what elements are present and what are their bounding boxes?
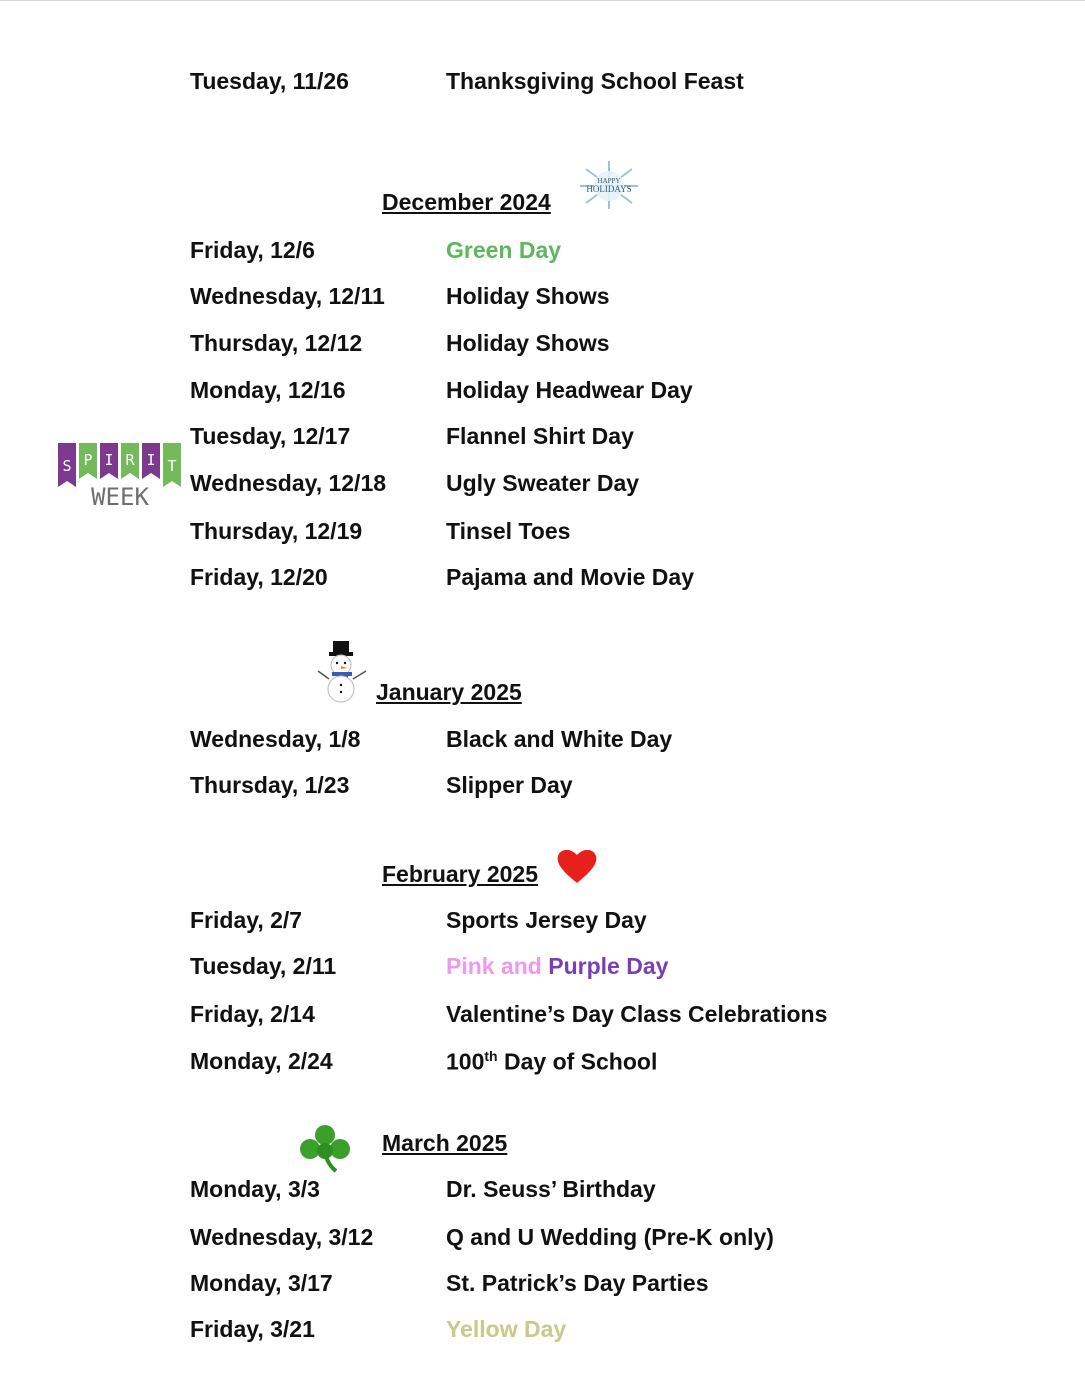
event-date: Wednesday, 1/8: [190, 726, 361, 752]
month-heading-march: March 2025: [382, 1130, 508, 1156]
spirit-letter: S: [62, 457, 72, 475]
event-name: Tinsel Toes: [446, 518, 571, 544]
event-name: Thanksgiving School Feast: [446, 68, 744, 94]
event-name: Q and U Wedding (Pre-K only): [446, 1224, 774, 1250]
event-name: Holiday Shows: [446, 330, 610, 356]
spirit-letter: T: [167, 457, 177, 475]
spirit-letter: I: [104, 451, 114, 469]
event-date: Friday, 2/7: [190, 907, 303, 933]
event-name: Black and White Day: [446, 726, 673, 752]
event-date: Friday, 12/6: [190, 237, 315, 263]
spirit-week-banner-icon: [56, 441, 184, 513]
snowman-icon: [316, 639, 368, 703]
event-date: Thursday, 1/23: [190, 772, 350, 798]
svg-text:HAPPY: HAPPY: [597, 177, 621, 185]
event-date: Monday, 3/3: [190, 1176, 320, 1202]
spirit-week-word: WEEK: [91, 483, 149, 511]
heart-icon: [556, 847, 598, 885]
event-date: Monday, 2/24: [190, 1048, 333, 1074]
happy-holidays-icon: [576, 159, 642, 211]
event-name: Yellow Day: [446, 1316, 567, 1342]
event-date: Friday, 3/21: [190, 1316, 315, 1342]
event-name: Flannel Shirt Day: [446, 423, 634, 449]
event-name: Green Day: [446, 237, 562, 263]
event-name-rest: Day of School: [503, 1048, 658, 1075]
event-date: Wednesday, 12/18: [190, 470, 387, 496]
event-date: Thursday, 12/19: [190, 518, 363, 544]
month-heading-january: January 2025: [376, 679, 522, 705]
spirit-letter: I: [146, 451, 156, 469]
event-name: Slipper Day: [446, 772, 573, 798]
event-name: [446, 953, 668, 980]
event-date: Monday, 12/16: [190, 377, 346, 403]
event-date: Monday, 3/17: [190, 1270, 333, 1296]
event-name: Valentine’s Day Class Celebrations: [446, 1001, 828, 1027]
spirit-letter: P: [83, 451, 93, 469]
event-name: Dr. Seuss’ Birthday: [446, 1176, 656, 1202]
event-ordinal: 100: [446, 1048, 485, 1075]
event-name: Holiday Headwear Day: [446, 377, 693, 403]
event-name-part-pink: Pink and: [446, 953, 542, 979]
event-date: Wednesday, 3/12: [190, 1224, 374, 1250]
event-date: Tuesday, 11/26: [190, 68, 349, 94]
event-name: Pajama and Movie Day: [446, 564, 694, 590]
spirit-letter: R: [125, 451, 135, 469]
event-name: Holiday Shows: [446, 283, 610, 309]
event-ordinal-suffix: th: [484, 1048, 498, 1064]
event-date: Thursday, 12/12: [190, 330, 363, 356]
event-name: Ugly Sweater Day: [446, 470, 640, 496]
event-name: St. Patrick’s Day Parties: [446, 1270, 709, 1296]
event-name: [446, 1048, 657, 1076]
svg-text:HOLIDAYS: HOLIDAYS: [586, 184, 632, 194]
event-date: Tuesday, 12/17: [190, 423, 351, 449]
event-name: Sports Jersey Day: [446, 907, 647, 933]
event-date: Friday, 12/20: [190, 564, 328, 590]
event-date: Friday, 2/14: [190, 1001, 315, 1027]
event-date: Wednesday, 12/11: [190, 283, 385, 309]
month-heading-february: February 2025: [382, 861, 538, 887]
event-date: Tuesday, 2/11: [190, 953, 337, 979]
month-heading-december: December 2024: [382, 189, 551, 215]
shamrock-icon: [296, 1123, 354, 1173]
event-name-part-purple: Purple Day: [548, 953, 669, 979]
